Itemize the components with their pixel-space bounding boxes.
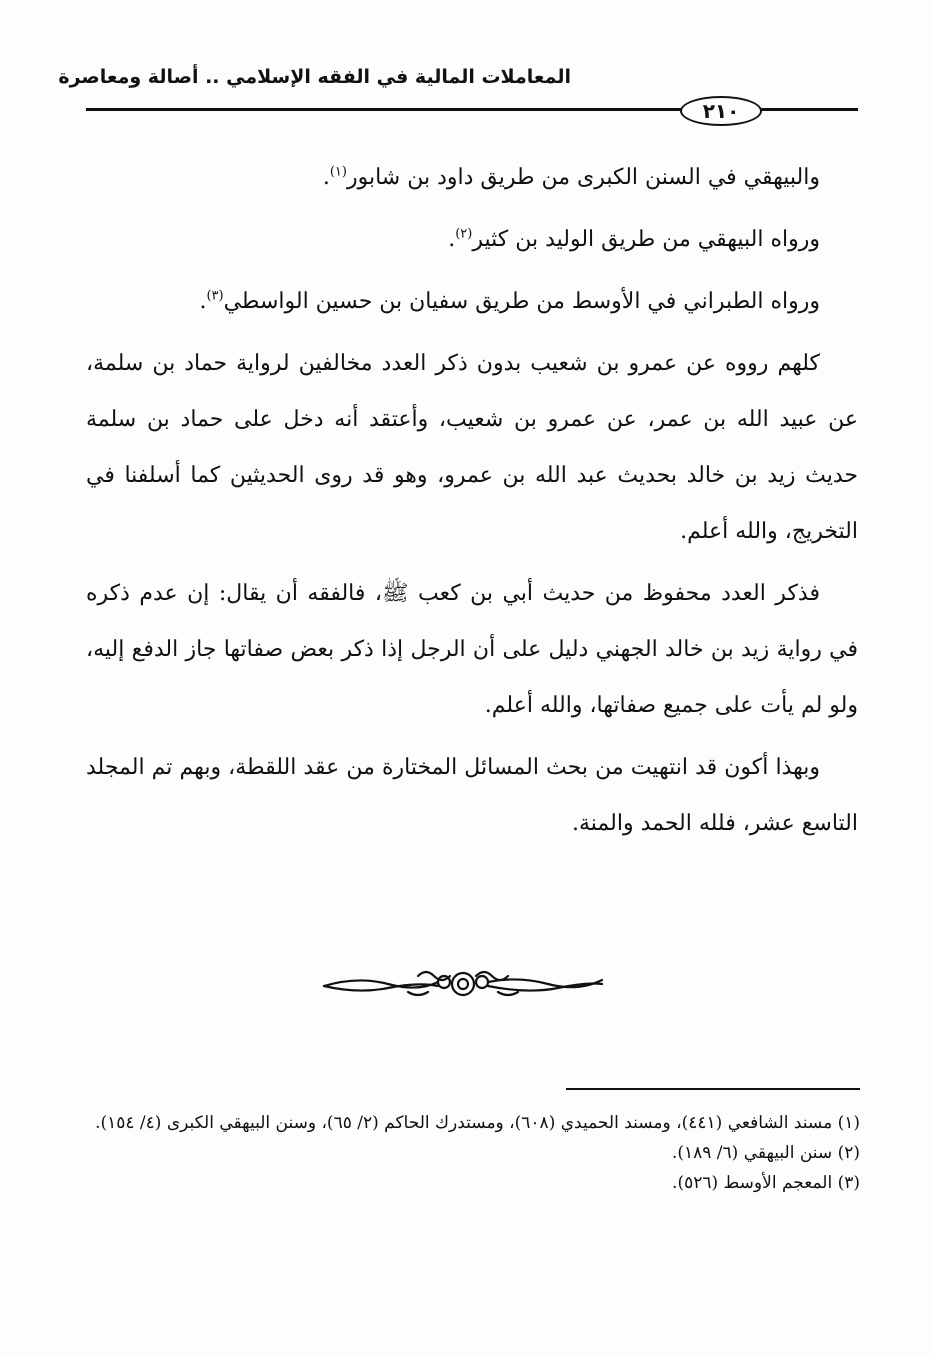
paragraph-4: كلهم رووه عن عمرو بن شعيب بدون ذكر العدد مخالفين لرواية حماد بن سلمة، عن عبيد الله بن عمر، عن عمرو بن شعيب، وأعتقد أنه دخل على حماد بن سلمة حديث زيد بن خالد بحديث عبد الله بن عمرو، وهو قد روى الحديثين كما أسلفنا في التخريج، والله أعلم. — [86, 351, 858, 544]
paragraph-3-end: . — [199, 289, 207, 314]
paragraph-5: فذكر العدد محفوظ من حديث أبي بن كعب ﷺ، فالفقه أن يقال: إن عدم ذكره في رواية زيد بن خالد الجهني دليل على أن الرجل إذا ذكر بعض صفاتها جاز الدفع إليه، ولو لم يأت على جميع صفاتها، والله أعلم. — [86, 581, 858, 718]
page-number: ٢١٠ — [680, 96, 762, 126]
paragraph-2-text: ورواه البيهقي من طريق الوليد بن كثير — [472, 227, 820, 252]
footnote-separator — [566, 1088, 860, 1090]
footnote-ref-2[interactable]: (٢) — [455, 226, 473, 242]
paragraph-1 — [86, 150, 858, 206]
paragraph-2-end: . — [448, 227, 456, 252]
paragraph-3-text: ورواه الطبراني في الأوسط من طريق سفيان بن حسين الواسطي — [223, 289, 820, 314]
paragraph-3 — [86, 274, 858, 330]
footnote-1: (١) مسند الشافعي (٤٤١)، ومسند الحميدي (٦٠٨)، ومستدرك الحاكم (٢/ ٦٥)، وسنن البيهقي الكبرى (٤/ ١٥٤). — [95, 1113, 860, 1133]
paragraph-1-end: . — [322, 165, 330, 190]
running-header-title: المعاملات المالية في الفقه الإسلامي .. أصالة ومعاصرة — [58, 66, 571, 88]
paragraph-2 — [86, 212, 858, 268]
footnote-2: (٢) سنن البيهقي (٦/ ١٨٩). — [671, 1143, 860, 1163]
paragraph-1-text: والبيهقي في السنن الكبرى من طريق داود بن شابور — [346, 165, 820, 190]
decorative-ornament-icon — [318, 962, 608, 1002]
footnote-ref-1[interactable]: (١) — [329, 164, 347, 180]
footnote-ref-3[interactable]: (٣) — [206, 288, 224, 304]
footnote-3: (٣) المعجم الأوسط (٥٢٦). — [672, 1173, 860, 1193]
main-text — [86, 150, 858, 858]
footnotes — [86, 1108, 860, 1198]
paragraph-6: وبهذا أكون قد انتهيت من بحث المسائل المختارة من عقد اللقطة، وبهم تم المجلد التاسع عشر، فلله الحمد والمنة. — [86, 755, 858, 836]
